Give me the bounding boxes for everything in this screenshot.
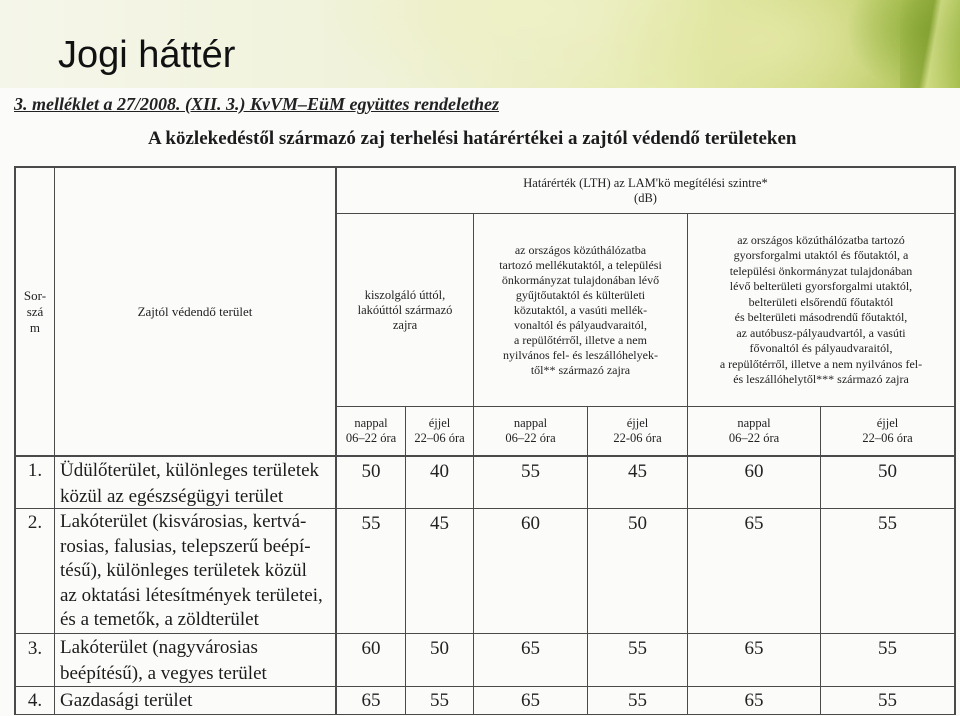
row-number: 3. xyxy=(27,638,43,659)
table-cell: 55 xyxy=(628,638,647,659)
table-cell: 65 xyxy=(744,690,764,711)
col-header-sorszam: Sor- szá m xyxy=(23,287,47,335)
row-area: Gazdasági terület xyxy=(60,690,193,711)
row-area: Lakóterület (kisvárosias, kertvá- rosias, falusias, telepszerű beépí- tésű), különleges területek közül az oktatási létesítmények területei, és a temetők, a zöldterület xyxy=(60,511,323,630)
group-header-main-roads: az országos közúthálózatba tartozó gyorsforgalmi utaktól és főutaktól, a települési önkormányzat tulajdonában lévő belterületi gyorsforgalmi utaktól, belterületi elsőrendű főutaktól és belterületi másodrendű főutaktól, az autóbusz-pályaudvartól, a vasúti fővonaltól és pályaudvaraitól, a repülőtérről, illetve a nem nyilvános fel- és leszállóhelytől*** származó zajra xyxy=(719,232,923,386)
period-header: éjjel 22–06 óra xyxy=(862,416,913,445)
table-cell: 50 xyxy=(361,461,381,482)
row-number: 2. xyxy=(27,512,43,533)
period-header: nappal 06–22 óra xyxy=(345,416,397,445)
table-cell: 55 xyxy=(878,638,897,659)
table-cell: 55 xyxy=(878,690,897,711)
table-cell: 60 xyxy=(521,513,540,534)
table-cell: 65 xyxy=(744,638,764,659)
row-area: Lakóterület (nagyvárosias beépítésű), a vegyes terület xyxy=(60,637,267,684)
table-cell: 60 xyxy=(361,638,381,659)
row-area: Üdülőterület, különleges területek közül az egészségügyi terület xyxy=(60,460,320,507)
table-cell: 55 xyxy=(430,690,449,711)
table-cell: 65 xyxy=(361,690,381,711)
table-cell: 60 xyxy=(744,461,764,482)
table-cell: 65 xyxy=(521,690,540,711)
col-header-area: Zajtól védendő terület xyxy=(137,304,253,319)
period-header: éjjel 22-06 óra xyxy=(613,416,662,445)
table-cell: 55 xyxy=(521,461,540,482)
document-title: A közlekedéstől származó zaj terhelési határértékei a zajtól védendő területeken xyxy=(148,128,797,149)
table-cell: 50 xyxy=(878,461,897,482)
table-cell: 45 xyxy=(430,513,449,534)
table-cell: 40 xyxy=(430,461,449,482)
limit-value-header: Határérték (LTH) az LAM'kö megítélési szintre* (dB) xyxy=(523,175,768,205)
group-header-secondary-roads: az országos közúthálózatba tartozó mellékutaktól, a települési önkormányzat tulajdonában lévő gyűjtőutaktól és külterületi közutaktól, a vasúti mellék- vonaltól és pályaudvaraitól, a repülőtérről, illetve a nem nyilvános fel- és leszállóhelyek- től** származó zajra xyxy=(499,242,662,377)
row-number: 4. xyxy=(27,690,43,711)
table-cell: 65 xyxy=(744,513,764,534)
table-cell: 50 xyxy=(628,513,647,534)
leaf-background-image xyxy=(900,0,960,92)
period-header: nappal 06–22 óra xyxy=(728,416,780,445)
period-header: éjjel 22–06 óra xyxy=(414,416,465,445)
table-cell: 55 xyxy=(878,513,897,534)
document-reference: 3. melléklet a 27/2008. (XII. 3.) KvVM–EüM együttes rendelethez xyxy=(14,94,499,114)
slide-title: Jogi háttér xyxy=(58,34,236,76)
period-header: nappal 06–22 óra xyxy=(505,416,556,445)
table-cell: 50 xyxy=(430,638,449,659)
table-cell: 65 xyxy=(521,638,540,659)
table-cell: 45 xyxy=(628,461,647,482)
row-number: 1. xyxy=(27,460,43,481)
table-cell: 55 xyxy=(361,513,381,534)
group-header-local-roads: kiszolgáló úttól, lakóúttól származó zajra xyxy=(357,287,453,332)
slide-header xyxy=(0,0,960,92)
table-cell: 55 xyxy=(628,690,647,711)
